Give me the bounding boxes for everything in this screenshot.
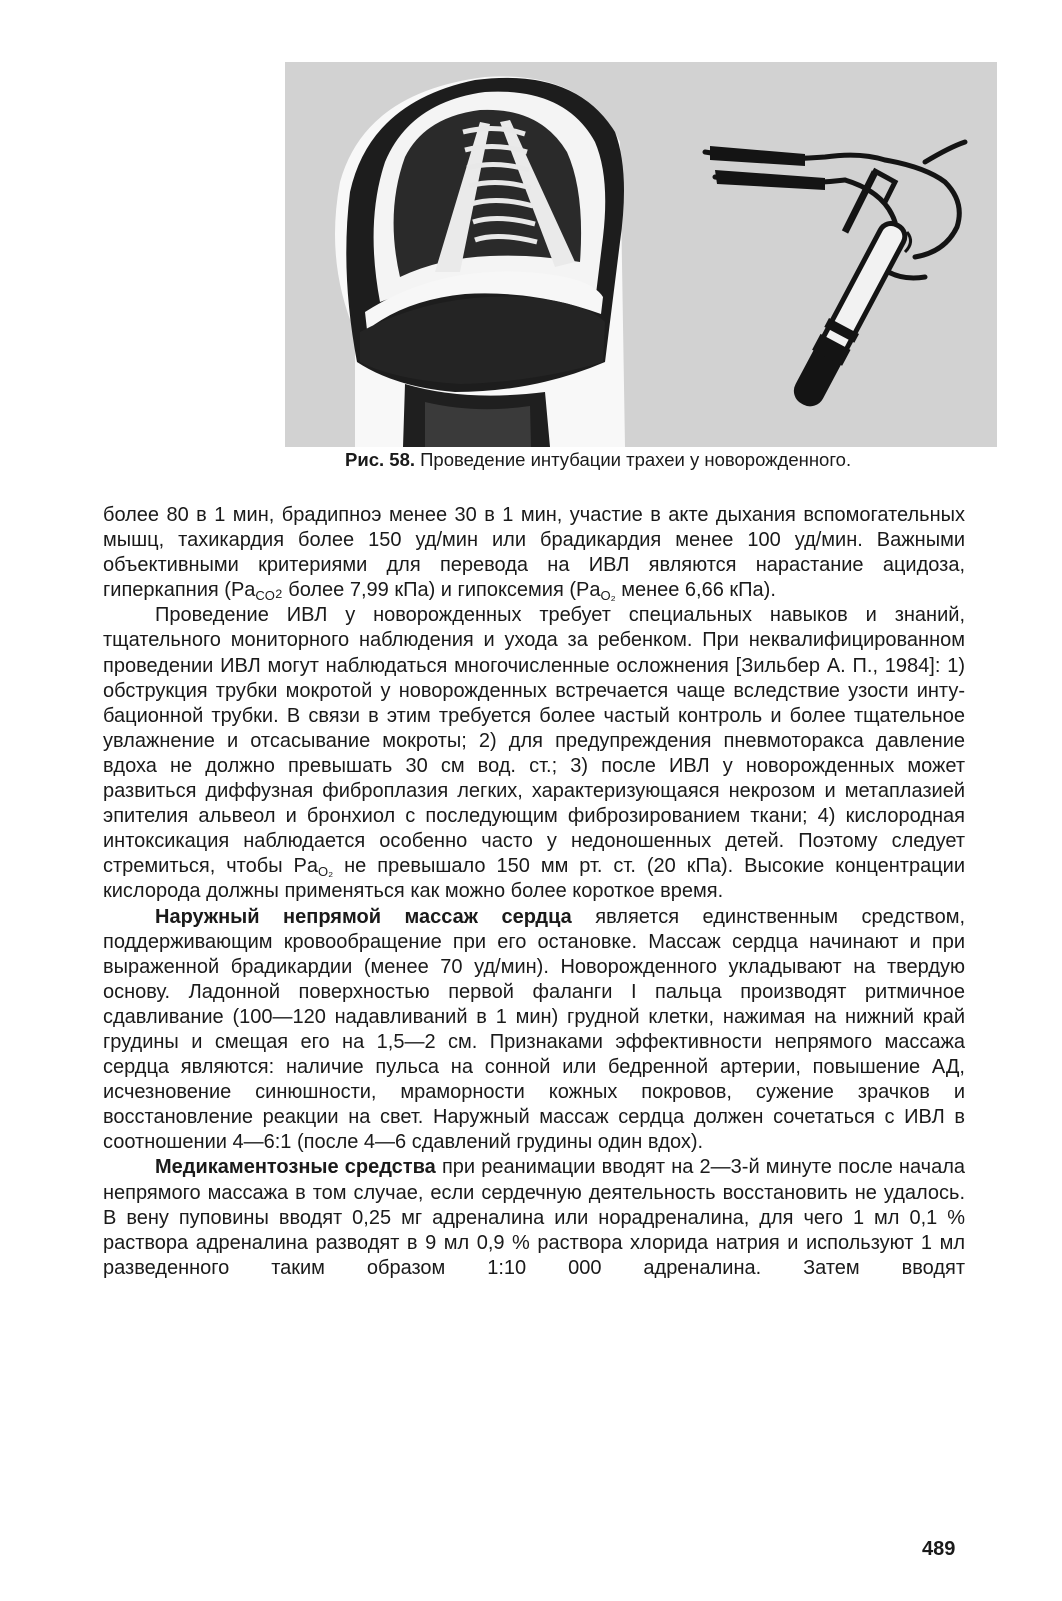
paragraph-1-segment-1: более 80 в 1 мин, брадипноэ менее 30 в 1 мин, участие в акте дыхания вспомогательных мышц, тахикардия более 150 уд/мин или брадикардия менее 100 уд/мин. Важными объективными критериями для перевода на ИВЛ являются нарастание ацидоза, гиперкапния (Pa [103, 504, 965, 602]
paragraph-2-segment-2: O₂ [318, 864, 334, 880]
paragraph-4 [103, 1155, 965, 1280]
paragraph-1 [103, 503, 965, 603]
page-number: 489 [922, 1538, 956, 1560]
figure-caption-text: Проведение интубации трахеи у новорожденного. [415, 449, 852, 470]
paragraph-2-segment-3: не превышало 150 мм рт. ст. (20 кПа). Высокие концентрации кислорода должны применяться как можно более короткое время. [103, 855, 965, 903]
paragraph-1-segment-2: CO [255, 588, 275, 604]
paragraph-1-segment-3: ₂ более 7,99 кПа) и гипоксемия (Pa [274, 579, 601, 602]
paragraph-2 [103, 603, 965, 904]
figure-intubation-illustration [285, 62, 997, 447]
figure-caption [345, 448, 985, 472]
paragraph-2-segment-1: Проведение ИВЛ у новорожденных требует специальных навыков и знаний, тщательного мониторного наблюдения и ухода за ребенком. При неквалифицированном проведении ИВЛ могут наблюдаться многочисленные осложнения [Зильбер А. П., 1984]: 1) обструкция трубки мокротой у новорожденных встречается чаще вследствие узости интубационной трубки. В связи в этим требуется более частый контроль и более тщательное увлажнение и отсасывание мокроты; 2) для предупреждения пневмоторакса давление вдоха не должно превышать 30 см вод. ст.; 3) после ИВЛ у новорожденных может развиться диффузная фиброплазия легких, характеризующаяся некрозом и метаплазией эпителия альвеол и бронхиол с последующим фиброзированием ткани; 4) кислородная интоксикация наблюдается особенно часто у недоношенных детей. Поэтому следует стремиться, чтобы Pa [103, 604, 965, 878]
paragraph-3-segment-2: является единственным средством, поддерживающим кровообращение при его остановке. Массаж сердца начинают и при выраженной брадикардии (менее 70 уд/мин). Новорожденного укладывают на твердую основу. Ладонной поверхностью первой фаланги I пальца производят ритмичное сдавливание (100—120 надавливаний в 1 мин) грудной клетки, нажимая на нижний край грудины и смещая его на 1,5—2 см. Признаками эффективности непрямого массажа сердца являются: наличие пульса на сонной или бедренной артерии, повышение АД, исчезновение синюшности, мраморности кожных покровов, сужение зрачков и восстановление реакции на свет. Наружный массаж сердца должен сочетаться с ИВЛ в соотношении 4—6:1 (после 4—6 сдавлений грудины один вдох). [103, 905, 965, 1154]
paragraph-1-segment-5: менее 6,66 кПа). [615, 579, 776, 602]
laryngoscope-illustration [285, 62, 997, 447]
paragraph-3 [103, 905, 965, 1156]
paragraph-4-segment-2: при реанимации вводят на 2—3-й минуте после начала непрямого массажа в том случае, если сердечную деятельность восстановить не удалось. В вену пуповины вводят 0,25 мг адреналина или норадреналина, для чего 1 мл 0,1 % раствора адреналина разводят в 9 мл 0,9 % раствора хлорида натрия и используют 1 мл разведенного таким образом 1:10 000 адреналина. Затем вводят [103, 1156, 965, 1279]
paragraph-1-segment-4: O₂ [600, 588, 616, 604]
figure-caption-label: Рис. 58. [345, 449, 415, 470]
body-text [103, 503, 965, 1281]
paragraph-4-segment-1: Медикаментозные средства [155, 1156, 436, 1179]
paragraph-3-segment-1: Наружный непрямой массаж сердца [155, 905, 572, 928]
